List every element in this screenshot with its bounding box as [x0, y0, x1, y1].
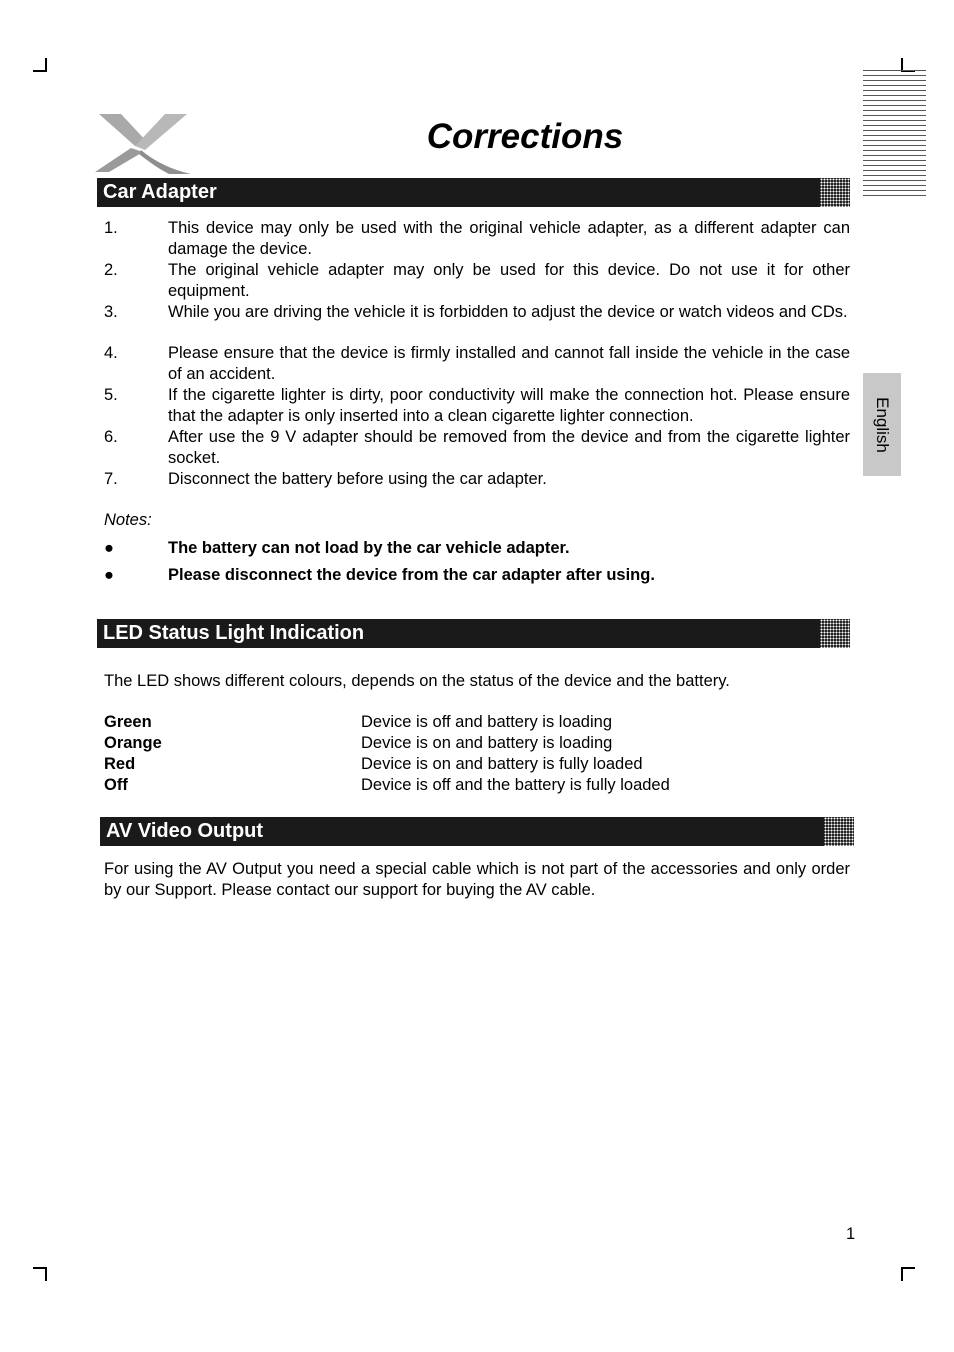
heading-dot-pattern: [820, 178, 854, 207]
heading-dot-pattern: [824, 817, 858, 846]
av-heading-text: AV Video Output: [106, 820, 264, 842]
notes-label: Notes:: [104, 511, 152, 529]
crop-mark-bottom-left: [33, 1267, 47, 1281]
list-item: [104, 343, 850, 385]
led-heading: [97, 619, 850, 648]
brand-x-logo: [95, 110, 193, 176]
car-adapter-heading: [97, 178, 850, 207]
led-color: Green: [104, 713, 152, 731]
car-adapter-heading-text: Car Adapter: [103, 181, 217, 203]
list-number: 4.: [104, 344, 118, 362]
list-number: 6.: [104, 428, 118, 446]
note-text: Please disconnect the device from the car adapter after using.: [168, 566, 655, 584]
list-item: [104, 469, 850, 490]
language-tab: [863, 373, 901, 476]
page-number: 1: [846, 1225, 856, 1243]
list-item: [104, 302, 850, 323]
bullet-icon: ●: [104, 539, 114, 557]
page-title: Corrections: [426, 117, 624, 156]
crop-mark-bottom-right: [901, 1267, 915, 1281]
bullet-icon: ●: [104, 566, 114, 584]
list-text: Disconnect the battery before using the car adapter.: [168, 470, 547, 488]
list-item: [104, 260, 850, 302]
av-heading: [100, 817, 854, 846]
language-tab-label: English: [873, 396, 892, 453]
list-number: 3.: [104, 303, 118, 321]
list-item: [104, 427, 850, 469]
list-text: This device may only be used with the original vehicle adapter, as a different adapter can damage the device.: [168, 219, 850, 258]
led-description: Device is off and the battery is fully loaded: [361, 776, 670, 794]
led-color: Off: [104, 776, 128, 794]
note-item: [104, 565, 850, 586]
list-number: 7.: [104, 470, 118, 488]
list-number: 1.: [104, 219, 118, 237]
list-number: 5.: [104, 386, 118, 404]
crop-mark-top-left: [33, 58, 47, 72]
list-text: If the cigarette lighter is dirty, poor conductivity will make the connection hot. Please ensure that the adapter is only inserted into a clean cigarette lighter connection.: [168, 386, 850, 425]
led-heading-text: LED Status Light Indication: [103, 622, 365, 644]
note-item: [104, 538, 850, 559]
heading-dot-pattern: [820, 619, 854, 648]
led-color: Red: [104, 755, 136, 773]
list-item: [104, 218, 850, 260]
list-number: 2.: [104, 261, 118, 279]
led-description: Device is on and battery is loading: [361, 734, 613, 752]
led-description: Device is on and battery is fully loaded: [361, 755, 643, 773]
list-text: While you are driving the vehicle it is forbidden to adjust the device or watch videos and CDs.: [168, 303, 848, 321]
led-color: Orange: [104, 734, 162, 752]
list-item: [104, 385, 850, 427]
led-description: Device is off and battery is loading: [361, 713, 613, 731]
av-text: For using the AV Output you need a special cable which is not part of the accessories and only order by our Support. Please contact our support for buying the AV cable.: [104, 860, 850, 899]
note-text: The battery can not load by the car vehicle adapter.: [168, 539, 570, 557]
edge-stripes: [863, 70, 926, 200]
list-text: The original vehicle adapter may only be used for this device. Do not use it for other equipment.: [168, 261, 850, 300]
list-text: After use the 9 V adapter should be removed from the device and from the cigarette lighter socket.: [168, 428, 850, 467]
led-intro: The LED shows different colours, depends on the status of the device and the battery.: [104, 672, 730, 690]
list-text: Please ensure that the device is firmly installed and cannot fall inside the vehicle in the case of an accident.: [168, 344, 850, 383]
